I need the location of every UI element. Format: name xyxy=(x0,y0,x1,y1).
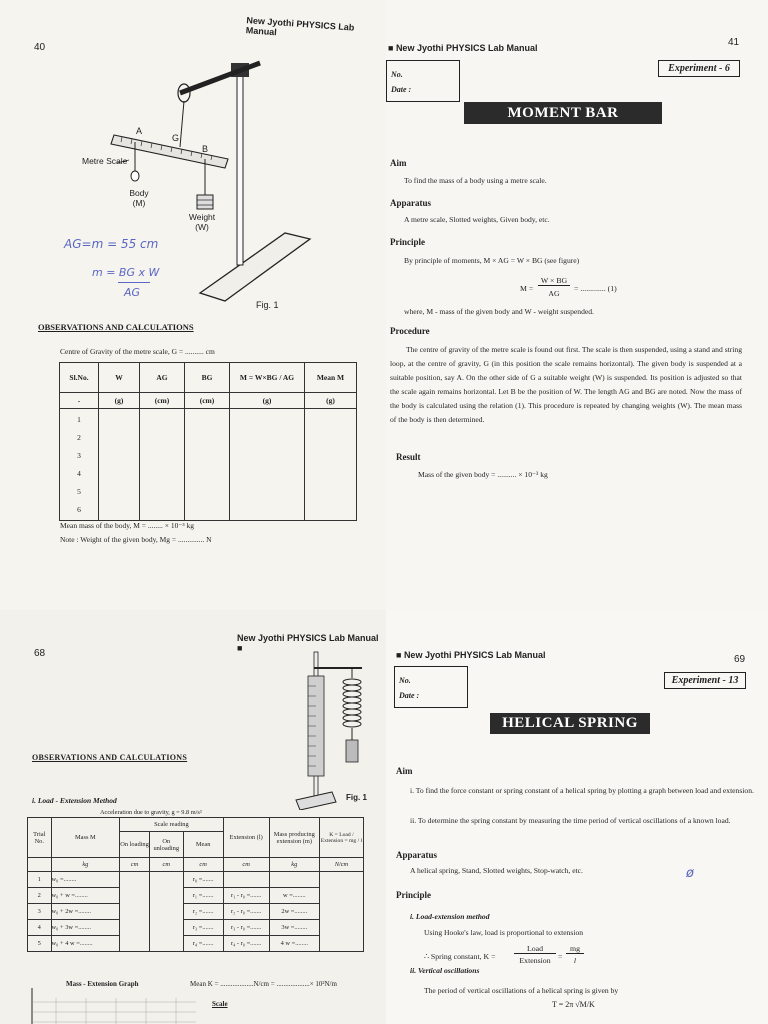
figure-caption: Fig. 1 xyxy=(346,793,367,802)
slno-column: 1 2 3 4 5 6 xyxy=(60,409,99,521)
th-mean-m: Mean M xyxy=(305,363,357,393)
table-row: 2 w₀ + w =........ r₁ =....... r₁ - r₀ =....... w =........ xyxy=(28,888,364,904)
result-text: Mass of the given body = .......... × 10⁻³ kg xyxy=(418,470,548,479)
aim-heading: Aim xyxy=(390,158,407,168)
apparatus-text: A helical spring, Stand, Slotted weights, Stop-watch, etc. xyxy=(410,866,583,875)
no-label: No. xyxy=(391,70,403,79)
principle-heading: Principle xyxy=(390,237,425,247)
page-68 xyxy=(0,610,386,1024)
observations-heading: OBSERVATIONS AND CALCULATIONS xyxy=(32,753,188,762)
th-scale-reading: Scale reading xyxy=(120,818,223,832)
running-head: New Jyothi PHYSICS Lab Manual ■ xyxy=(237,633,379,653)
procedure-heading: Procedure xyxy=(390,326,430,336)
th-k: K = Load / Extension = mg / l xyxy=(319,818,363,858)
where-text: where, M - mass of the given body and W - weight suspended. xyxy=(404,307,594,316)
apparatus-heading: Apparatus xyxy=(390,198,432,208)
unit-cell: cm xyxy=(223,858,269,872)
ag-column xyxy=(140,409,185,521)
unit-cell: (cm) xyxy=(140,393,185,409)
aim-item-2: ii. To determine the spring constant by measuring the time period of vertical oscillations of a known load. xyxy=(410,816,731,825)
result-heading: Result xyxy=(396,452,421,462)
method-1-heading: i. Load-extension method xyxy=(410,912,490,921)
period-formula: T = 2π √M/K xyxy=(552,1000,595,1009)
table-row: 1 w₀ =........ r₀ =....... xyxy=(28,872,364,888)
unit-cell: kg xyxy=(269,858,319,872)
label-metre-scale: Metre Scale xyxy=(82,156,128,166)
handwritten-note-1: AG=m = 55 cm xyxy=(64,237,159,251)
helical-spring-figure xyxy=(292,650,372,810)
w-column xyxy=(99,409,140,521)
label-b: B xyxy=(202,144,209,154)
th-extension: Extension (l) xyxy=(223,818,269,858)
unit-cell: - xyxy=(60,393,99,409)
th-on-loading: On loading xyxy=(120,832,150,858)
date-label: Date : xyxy=(399,691,420,700)
page-41: ■ New Jyothi PHYSICS Lab Manual 41 No. Date : Experiment - 6 MOMENT BAR Aim To find the mass of a body using a metre scale. Apparatus A metre scale, Slotted weights, Given body, etc. Principle By principle of moments, M × AG = W × BG (see figure) M = W × BG AG = ............. (1) where, M - mass of the given body and W - weight suspended. Procedure The centre of gravity of the metre scale is found out first. The scale is then suspended, using a stand and string loop, at the centre of gravity, G (in this position the scale remains horizontal). The given body is suspended at a suitable position, say A. On the other side of G a suitable weight (W) is suspended. Its position is adjusted so that the scale again remains horizontal. Let B be the position of W. The length AG and BG are noted. Now the mass of the body is calculated using the relation (1). This procedure is repeated by changing weights (W). The mean mass of the body is then determined. Result Mass of the given body = .......... × 10⁻³ kg xyxy=(386,0,768,610)
principle-text: By principle of moments, M × AG = W × BG (see figure) xyxy=(404,256,580,265)
page-number: 40 xyxy=(34,42,46,53)
mean-k-line: Mean K = ...................N/cm = ...................× 10²N/m xyxy=(190,980,337,988)
principle-heading: Principle xyxy=(396,890,431,900)
unit-cell: (g) xyxy=(230,393,305,409)
unit-cell: (g) xyxy=(305,393,357,409)
label-weight: Weight (W) xyxy=(188,212,216,232)
th-m: M = W×BG / AG xyxy=(230,363,305,393)
scale-label: Scale xyxy=(212,1000,228,1008)
th-trial: Trial No. xyxy=(28,818,52,858)
unit-cell: (g) xyxy=(99,393,140,409)
th-mass: Mass M xyxy=(51,818,120,858)
unit-cell: cm xyxy=(183,858,223,872)
date-label: Date : xyxy=(391,85,412,94)
th-mass-extension: Mass producing extension (m) xyxy=(269,818,319,858)
mean-column xyxy=(305,409,357,521)
mean-mass-line: Mean mass of the body, M = ........ × 10⁻³ kg xyxy=(60,521,194,530)
period-text: The period of vertical oscillations of a helical spring is given by xyxy=(424,986,619,995)
graph-paper xyxy=(26,988,196,1024)
page-number: 69 xyxy=(734,654,746,665)
page-40 xyxy=(0,0,386,610)
gravity-line: Acceleration due to gravity, g = 9.8 m/s² xyxy=(100,809,202,816)
unit-cell: N/cm xyxy=(319,858,363,872)
unit-cell: cm xyxy=(120,858,150,872)
unit-cell: cm xyxy=(149,858,183,872)
page-69: ■ New Jyothi PHYSICS Lab Manual 69 No. Date : Experiment - 13 HELICAL SPRING Aim i. To find the force constant or spring constant of a helical spring by plotting a graph between load and extension. ii. To determine the spring constant by measuring the time period of vertical oscillations of a known load. Apparatus A helical spring, Stand, Slotted weights, Stop-watch, etc. ø Principle i. Load-extension method Using Hooke's law, load is proportional to extension ∴ Spring constant, K = Load Extension = mg l ii. Vertical oscillations The period of vertical oscillations of a helical spring is given by T = 2π √M/K xyxy=(386,610,768,1024)
th-bg: BG xyxy=(185,363,230,393)
experiment-title: HELICAL SPRING xyxy=(490,713,650,734)
aim-text: To find the mass of a body using a metre scale. xyxy=(404,176,547,185)
observation-table xyxy=(59,362,357,521)
figure-caption: Fig. 1 xyxy=(256,300,279,310)
aim-item-1: i. To find the force constant or spring constant of a helical spring by plotting a graph between load and extension. xyxy=(410,786,754,795)
method-heading: i. Load - Extension Method xyxy=(32,796,117,805)
experiment-title: MOMENT BAR xyxy=(464,102,662,124)
hooke-text: Using Hooke's law, load is proportional to extension xyxy=(424,928,584,937)
running-head: ■ New Jyothi PHYSICS Lab Manual xyxy=(388,43,538,53)
unit-cell: (cm) xyxy=(185,393,230,409)
th-on-unloading: On unloading xyxy=(149,832,183,858)
no-label: No. xyxy=(399,676,411,685)
table-row: 5 w₀ + 4 w =........ r₄ =....... r₄ - r₀ =....... 4 w =........ xyxy=(28,936,364,952)
table-row: 4 w₀ + 3w =........ r₃ =....... r₃ - r₀ =....... 3w =........ xyxy=(28,920,364,936)
page-number: 41 xyxy=(728,37,740,48)
apparatus-text: A metre scale, Slotted weights, Given body, etc. xyxy=(404,215,550,224)
m-column xyxy=(230,409,305,521)
label-body: Body (M) xyxy=(129,188,149,208)
unit-cell: kg xyxy=(51,858,120,872)
table-row: 3 w₀ + 2w =........ r₂ =....... r₂ - r₀ =....... 2w =........ xyxy=(28,904,364,920)
label-a: A xyxy=(136,126,143,136)
th-ag: AG xyxy=(140,363,185,393)
experiment-label: Experiment - 13 xyxy=(664,672,746,689)
running-head: ■ New Jyothi PHYSICS Lab Manual xyxy=(396,650,546,660)
no-date-box xyxy=(386,60,460,102)
handwritten-note-3: AG xyxy=(124,286,141,299)
method-2-heading: ii. Vertical oscillations xyxy=(410,966,480,975)
unit-cell xyxy=(28,858,52,872)
observations-heading: OBSERVATIONS AND CALCULATIONS xyxy=(38,322,194,332)
no-date-box xyxy=(394,666,468,708)
note-line: Note : Weight of the given body, Mg = .............. N xyxy=(60,535,212,544)
running-head: New Jyothi PHYSICS Lab Manual xyxy=(245,15,355,38)
pen-mark: ø xyxy=(686,866,694,881)
graph-title: Mass - Extension Graph xyxy=(66,980,139,988)
load-extension-table xyxy=(27,817,364,952)
page-number: 68 xyxy=(34,648,46,659)
th-slno: Sl.No. xyxy=(60,363,99,393)
th-mean: Mean xyxy=(183,832,223,858)
aim-heading: Aim xyxy=(396,766,413,776)
label-g: G xyxy=(172,133,180,143)
bg-column xyxy=(185,409,230,521)
handwritten-note-2: m = BG x W xyxy=(92,266,160,279)
cg-line: Centre of Gravity of the metre scale, G = .......... cm xyxy=(60,347,215,356)
experiment-label: Experiment - 6 xyxy=(658,60,740,77)
th-w: W xyxy=(99,363,140,393)
handwritten-fraction-bar xyxy=(118,282,150,283)
apparatus-heading: Apparatus xyxy=(396,850,438,860)
procedure-text: The centre of gravity of the metre scale is found out first. The scale is then suspended, using a stand and string loop, at the centre of gravity, G (in this position the scale remains horizontal). The given body is suspended at a suitable position, say A. On the other side of G a suitable weight (W) is suspended. Its position is adjusted so that the scale again remains horizontal. Let B be the position of W. The length AG and BG are noted. Now the mass of the body is calculated using the relation (1). This procedure is repeated by changing weights (W). The mean mass of the body is then determined. xyxy=(390,345,742,424)
